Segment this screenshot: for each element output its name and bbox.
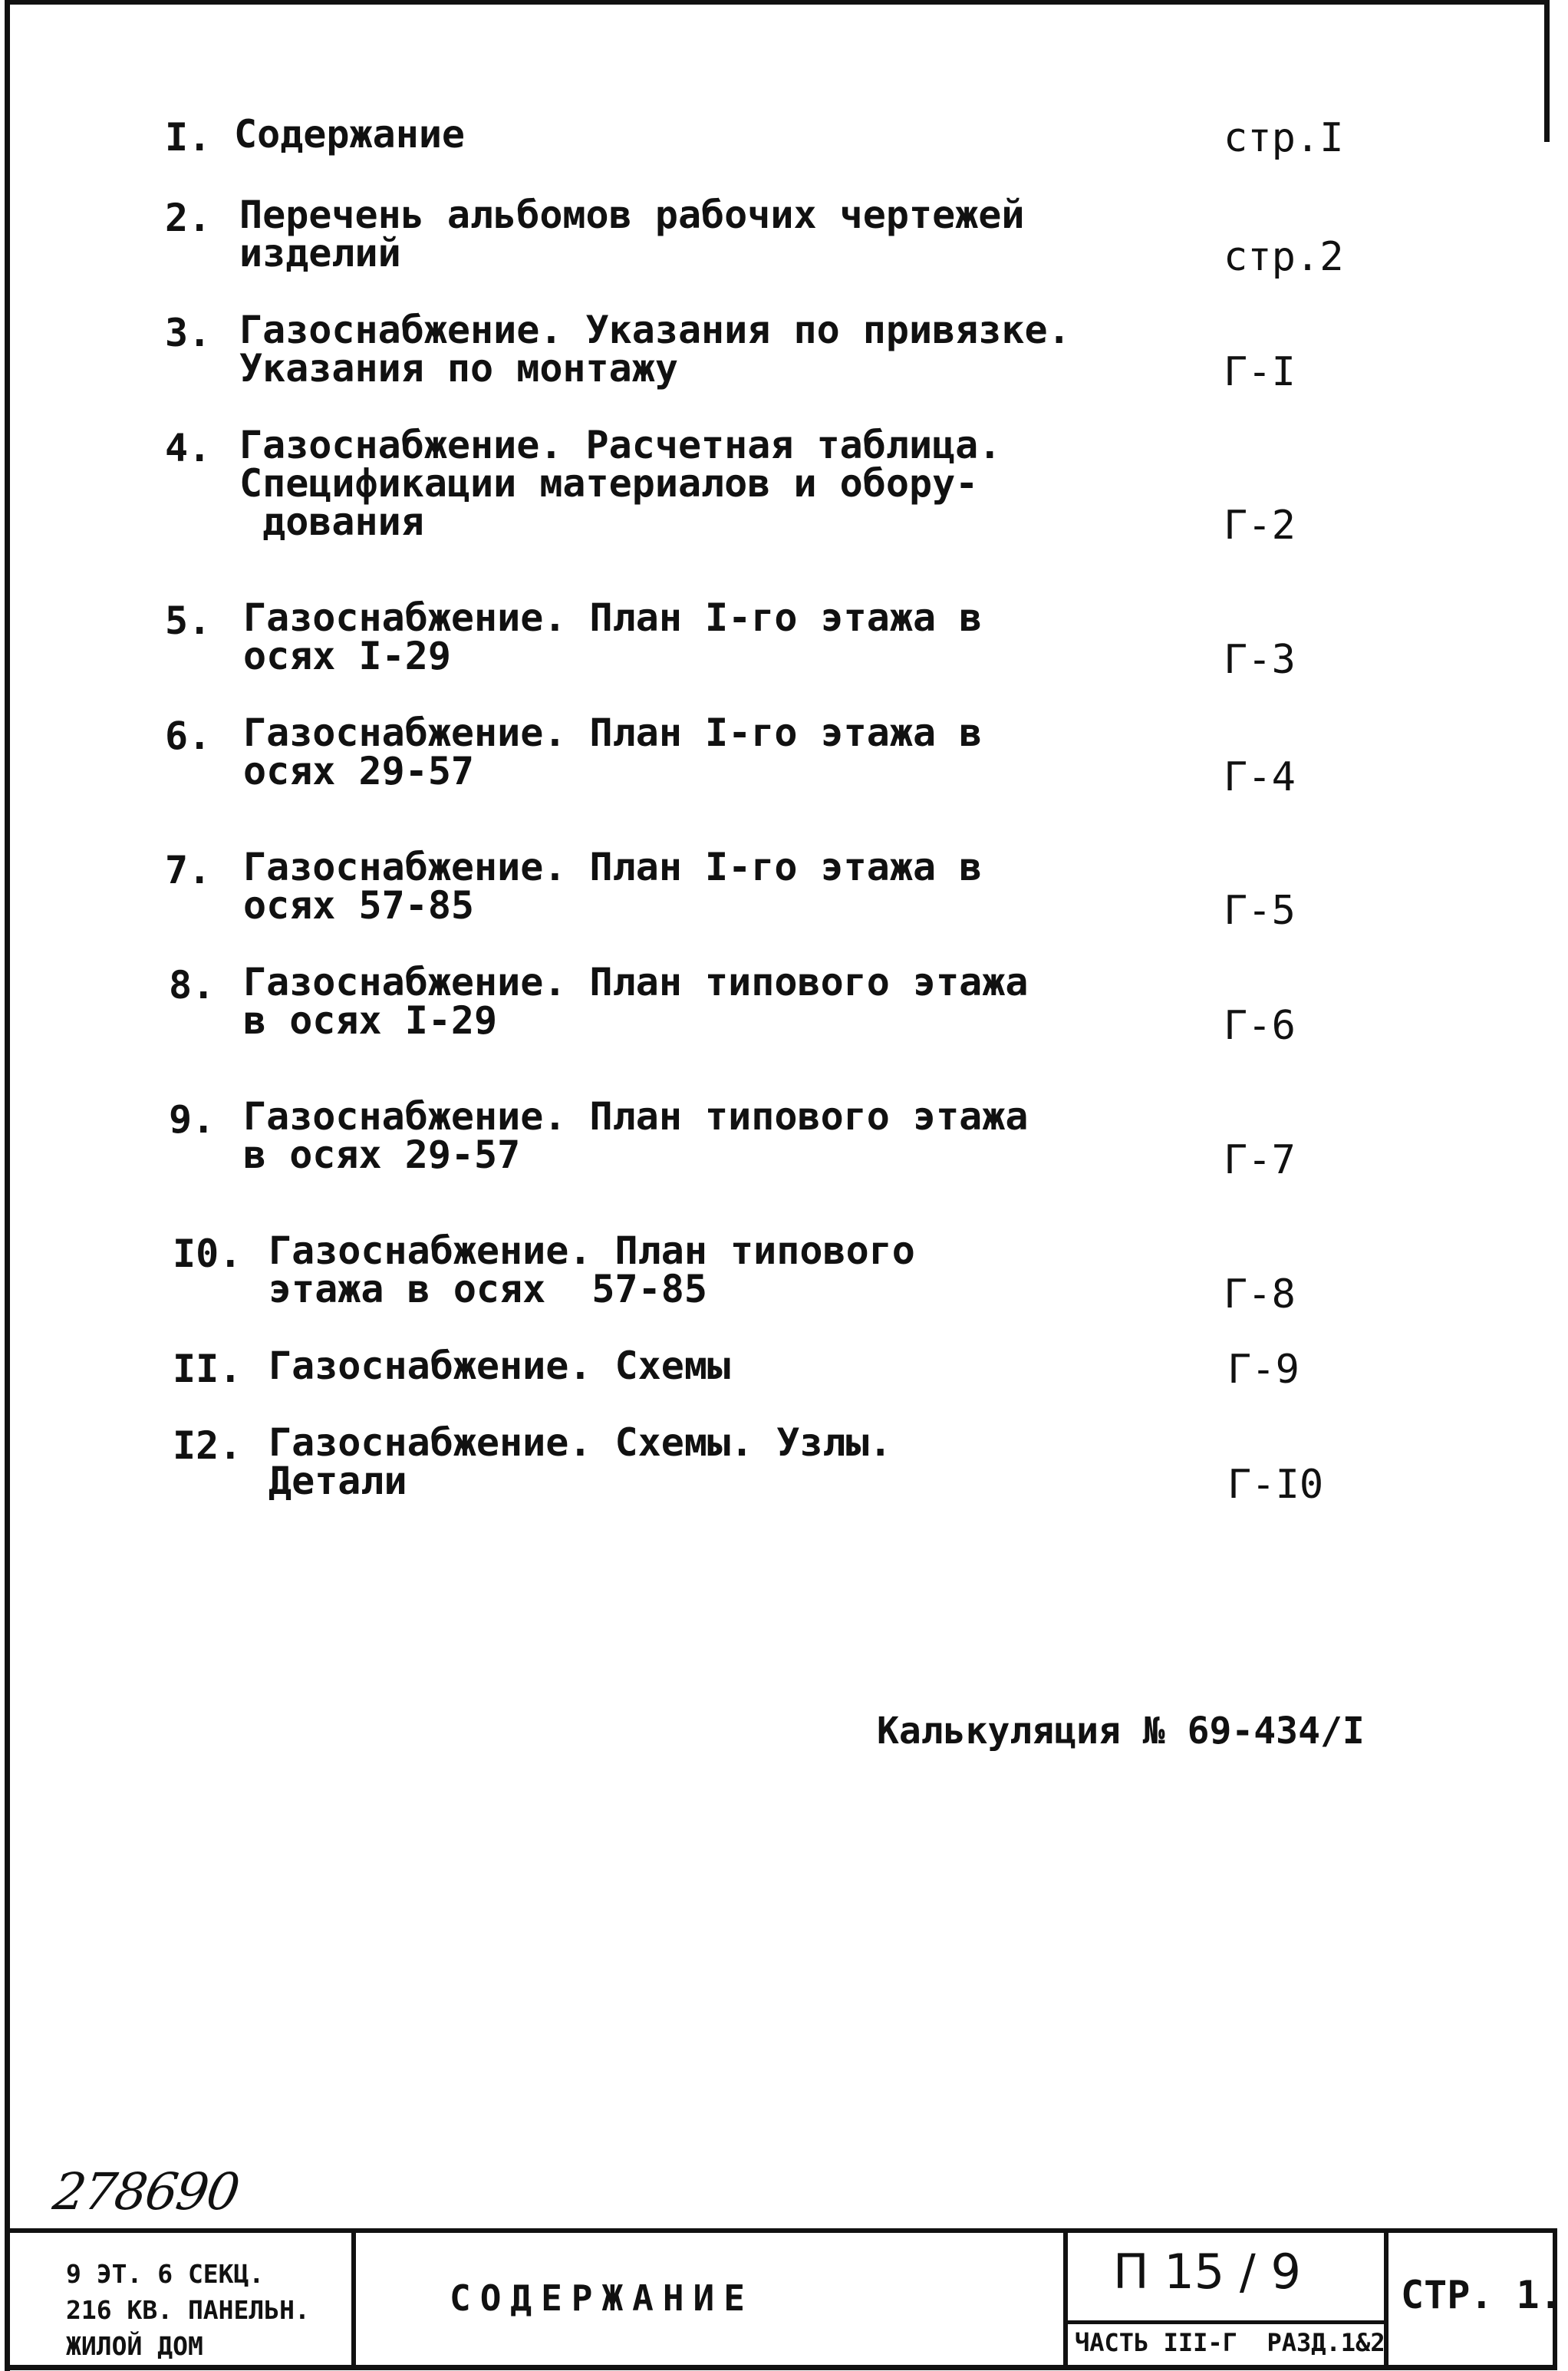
part-section: ЧАСТЬ III-Г РАЗД.1&2	[1075, 2328, 1385, 2357]
toc-entry-page: Г-4	[1224, 754, 1296, 800]
toc-entry-page: Г-5	[1224, 888, 1296, 934]
frame-border-top	[5, 0, 1550, 5]
toc-entry-title: Содержание	[234, 112, 466, 157]
toc-entry-page: Г-6	[1224, 1003, 1296, 1049]
toc-entry-title: Детали	[268, 1459, 407, 1503]
title-block-divider-horizontal	[1063, 2320, 1384, 2324]
toc-entry-page: стр.I	[1224, 115, 1344, 161]
toc-entry-page: Г-I	[1224, 349, 1296, 395]
toc-entry-page: Г-7	[1224, 1137, 1296, 1183]
toc-entry-page: Г-9	[1227, 1347, 1300, 1393]
toc-entry-number: 4.	[165, 426, 212, 470]
title-block-divider	[1063, 2228, 1068, 2370]
project-line: 9 ЭТ. 6 СЕКЦ.	[66, 2259, 265, 2289]
toc-entry-number: 5.	[165, 599, 212, 643]
toc-entry-number: 8.	[169, 963, 216, 1007]
toc-entry-title: Газоснабжение. План I-го этажа в	[243, 711, 983, 755]
toc-entry-number: I0.	[173, 1232, 242, 1276]
toc-entry-number: 9.	[169, 1097, 216, 1142]
title-block-divider	[5, 2228, 9, 2370]
toc-entry-number: I.	[165, 115, 212, 160]
toc-entry-page: Г-3	[1224, 637, 1296, 683]
toc-entry-title: дования	[239, 500, 424, 544]
toc-entry-number: 2.	[165, 196, 212, 240]
toc-entry-title: Газоснабжение. План типового этажа	[243, 1094, 1029, 1139]
toc-entry-title: изделий	[239, 231, 401, 275]
toc-entry-title: Газоснабжение. План I-го этажа в	[243, 845, 983, 889]
title-block-divider	[351, 2228, 356, 2370]
toc-entry-title: Газоснабжение. Схемы	[268, 1344, 731, 1388]
sheet-title: СОДЕРЖАНИЕ	[450, 2277, 754, 2319]
toc-entry-number: I2.	[173, 1423, 242, 1468]
toc-entry-page: стр.2	[1224, 234, 1344, 280]
toc-entry-title: Газоснабжение. Расчетная таблица.	[239, 423, 1002, 467]
toc-entry-title: осях 57-85	[243, 883, 475, 928]
title-block-top-line	[5, 2228, 1557, 2233]
frame-border-left	[5, 0, 10, 2371]
toc-entry-title: осях I-29	[243, 634, 451, 678]
toc-entry-title: Газоснабжение. План типового	[268, 1228, 915, 1273]
toc-entry-title: Газоснабжение. Схемы. Узлы.	[268, 1420, 892, 1465]
toc-entry-title: Газоснабжение. Указания по привязке.	[239, 308, 1071, 352]
title-block	[5, 2228, 1563, 2370]
toc-entry-number: 3.	[165, 311, 212, 355]
toc-entry-title: Спецификации материалов и обору-	[239, 461, 979, 506]
toc-entry-title: Газоснабжение. План типового этажа	[243, 960, 1029, 1004]
handwritten-number: 278690	[49, 2162, 242, 2221]
toc-entry-title: в осях 29-57	[243, 1133, 521, 1177]
toc-entry-number: II.	[173, 1347, 242, 1391]
toc-entry-title: Перечень альбомов рабочих чертежей	[239, 193, 1025, 237]
toc-entry-number: 7.	[165, 848, 212, 892]
project-code: П 15 / 9	[1113, 2244, 1301, 2300]
sheet-number: СТР. 1.	[1401, 2273, 1563, 2317]
project-line: 216 КВ. ПАНЕЛЬН.	[66, 2295, 310, 2325]
toc-entry-title: осях 29-57	[243, 749, 475, 793]
toc-entry-title: в осях I-29	[243, 998, 498, 1043]
calculation-number: Калькуляция № 69-434/I	[877, 1710, 1365, 1753]
toc-entry-title: Газоснабжение. План I-го этажа в	[243, 595, 983, 640]
toc-entry-title: Указания по монтажу	[239, 346, 678, 391]
project-line: ЖИЛОЙ ДОМ	[66, 2331, 203, 2361]
toc-entry-page: Г-8	[1224, 1271, 1296, 1317]
project-description	[66, 2256, 310, 2364]
toc-entry-title: этажа в осях 57-85	[268, 1267, 707, 1311]
toc-entry-number: 6.	[165, 714, 212, 758]
toc-entry-page: Г-2	[1224, 503, 1296, 549]
frame-border-right	[1544, 0, 1550, 142]
toc-entry-page: Г-I0	[1227, 1462, 1324, 1508]
